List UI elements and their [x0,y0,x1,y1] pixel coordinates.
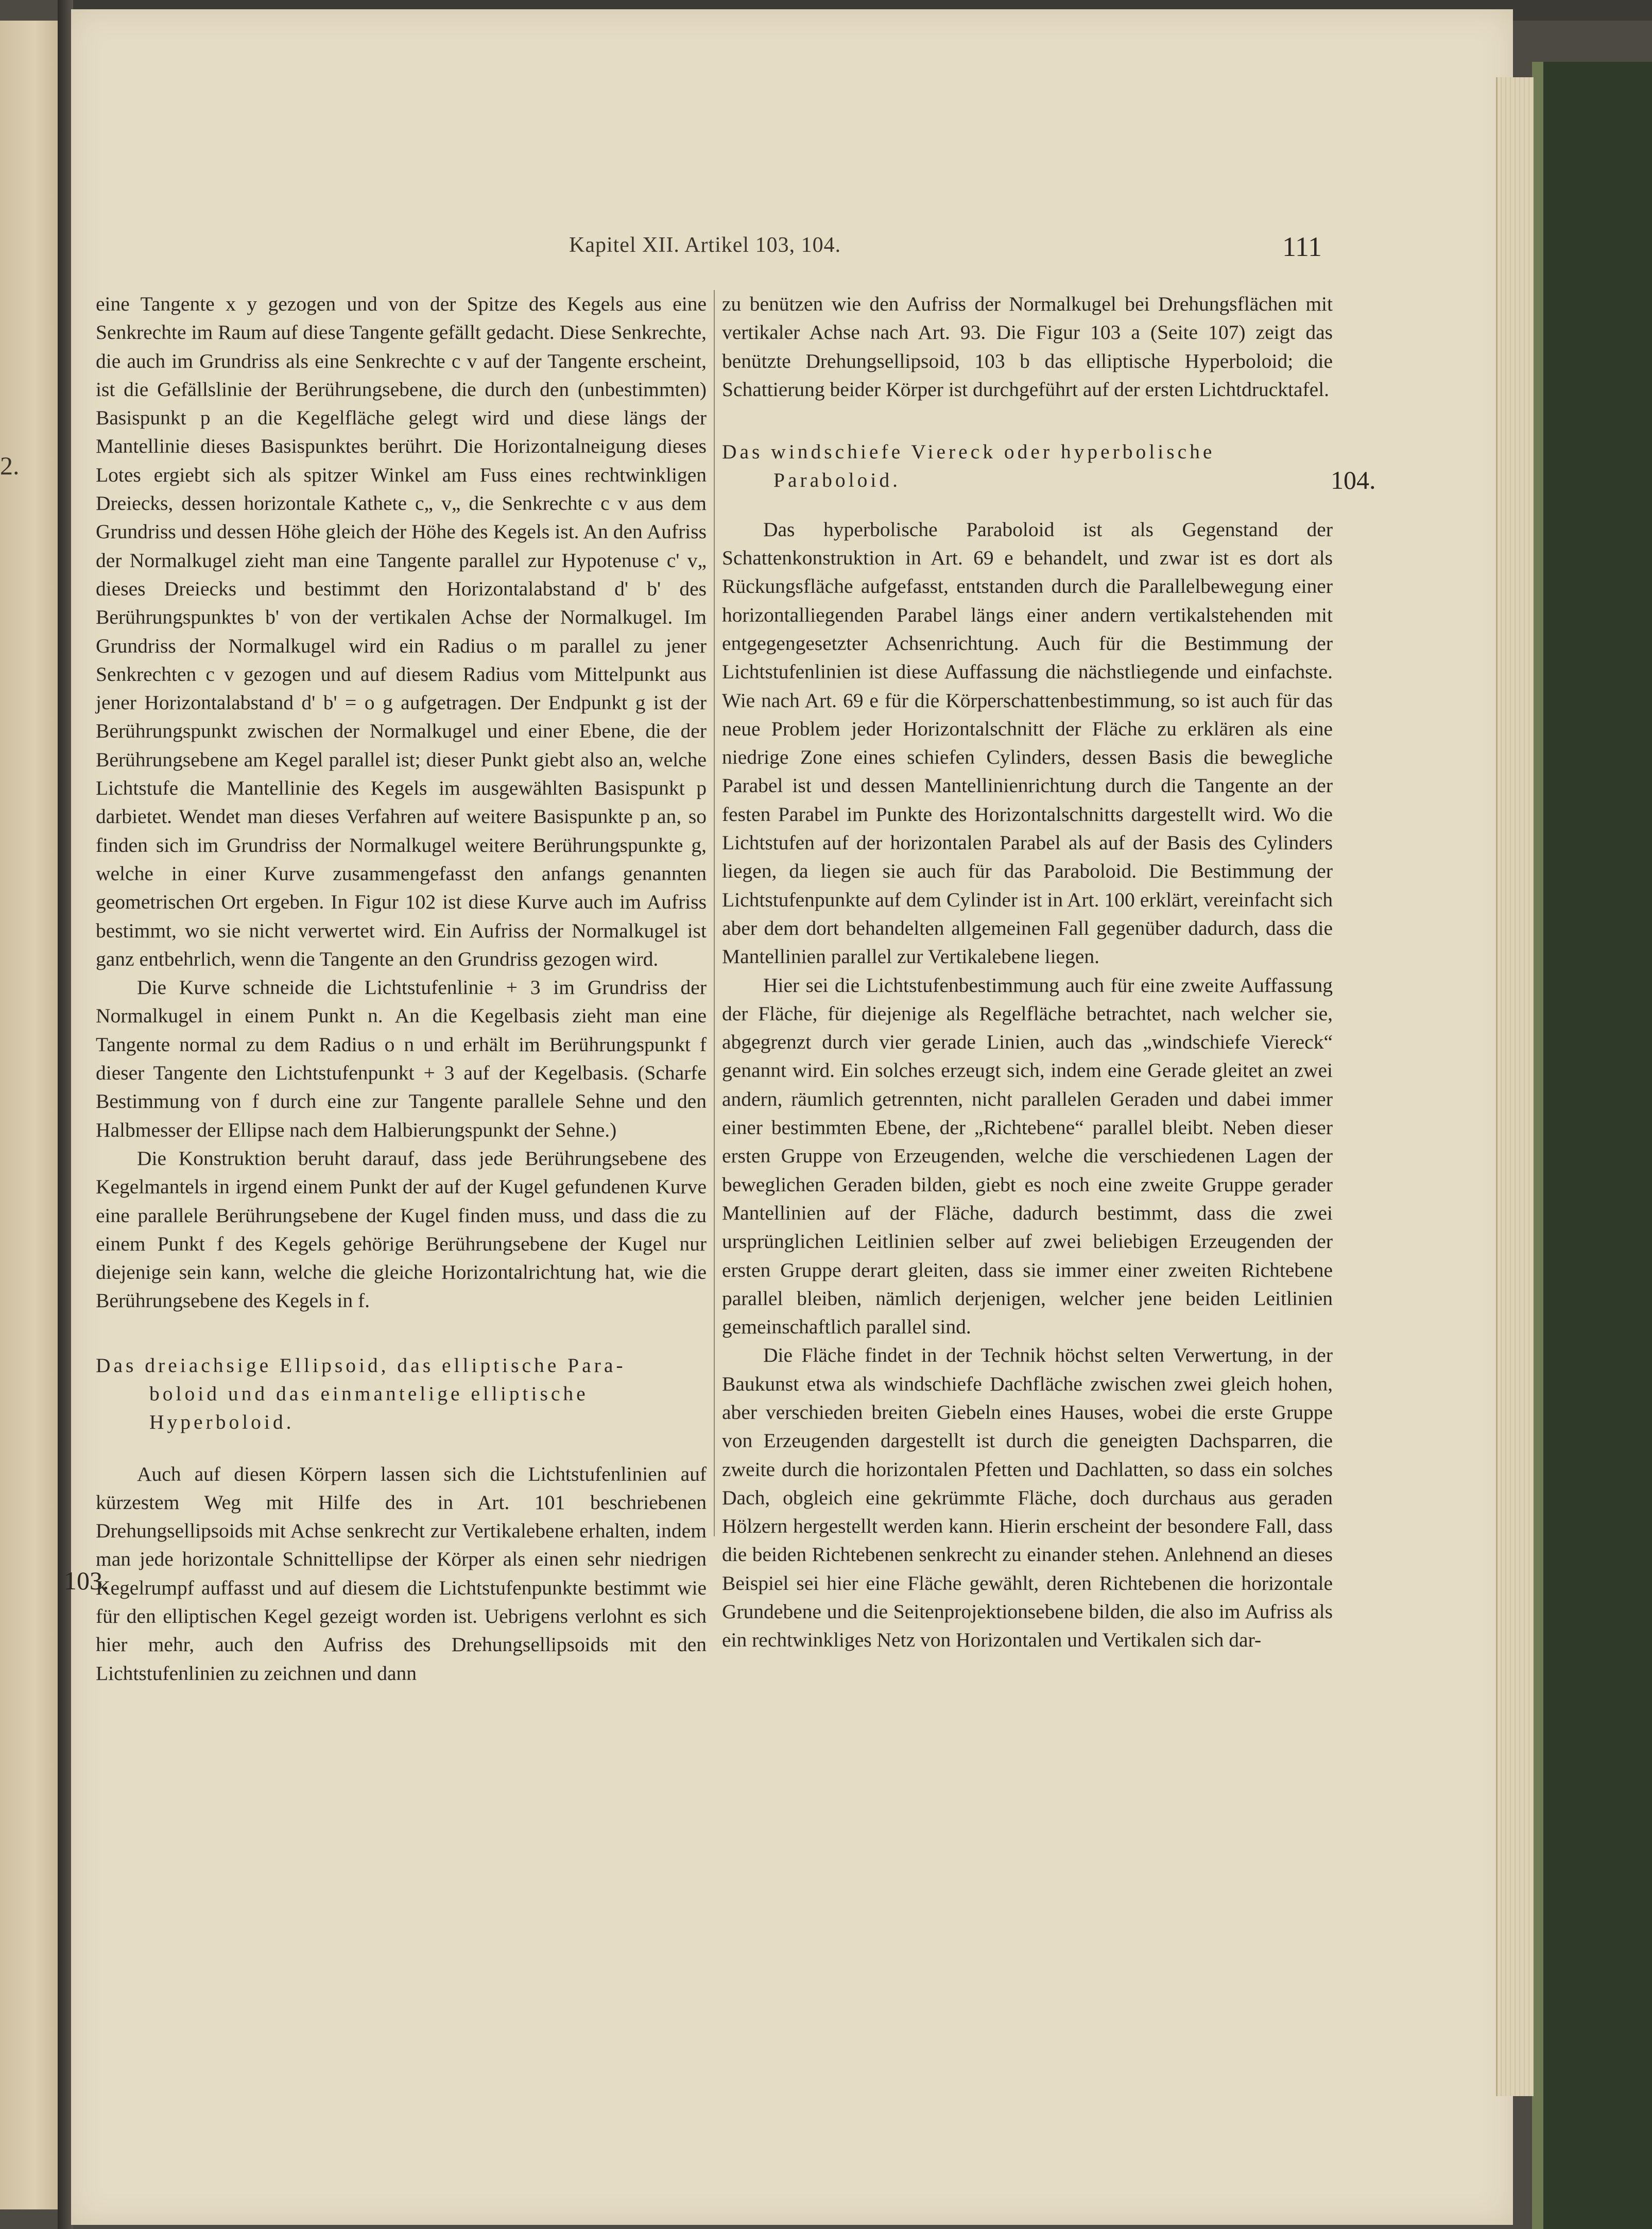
paragraph: zu benützen wie den Aufriss der Normalkugel bei Drehungsflächen mit vertikaler Achse nach Art. 93. Die Figur 103 a (Seite 107) zeigt das benützte Drehungsellipsoid, 103 b das elliptische Hyperboloid; die Schattierung beider Körper ist durchgeführt auf der ersten Lichtdrucktafel. [722,293,1333,401]
heading-line: Hyperboloid. [149,1411,295,1434]
paragraph: Hier sei die Lichtstufenbestimmung auch für eine zweite Auffassung der Fläche, für diejenige als Regelfläche betrachtet, nach welcher sie, abgegrenzt durch vier gerade Linien, auch das „windschiefe Viereck“ genannt wird. Ein solches erzeugt sich, indem eine Gerade gleitet an zwei andern, räumlich getrennten, nicht parallelen Geraden und dabei immer einer bestimmten Ebene, der „Richtebene“ parallel bleibt. Neben dieser ersten Gruppe von Erzeugenden, welche die verschiedenen Lagen der beweglichen Geraden bilden, giebt es noch eine zweite Gruppe gerader Mantellinien auf der Fläche, dadurch bestimmt, dass die zwei ursprünglichen Leitlinien selber auf zwei beliebigen Erzeugenden der ersten Gruppe derart gleiten, dass sie immer einer zweiten Richtebene parallel bleiben, nämlich derjenigen, welcher jene beiden Leitlinien gemeinschaftlich parallel sind. [722,973,1333,1339]
paragraph: Die Fläche findet in der Technik höchst selten Verwertung, in der Baukunst etwa als windschiefe Dachfläche zwischen zwei gleich hohen, aber verschieden breiten Giebeln eines Hauses, wobei die erste Gruppe von Erzeugenden dargestellt ist durch die geneigten Dachsparren, die zweite durch die horizontalen Pfetten und Dachlatten, so dass ein solches Dach, obgleich eine gekrümmte Fläche, doch durchaus aus geraden Hölzern hergestellt werden kann. Hierin erscheint der besondere Fall, dass die beiden Richtebenen senkrecht zu einander stehen. Anlehnend an dieses Beispiel sei hier eine Fläche gewählt, deren Richtebenen die horizontale Grundebene und die Seitenprojektionsebene bilden, die also im Aufriss als ein rechtwinkliges Netz von Horizontalen und Vertikalen sich dar- [722,1344,1333,1652]
column-divider [714,290,715,1536]
article-number-104: 104. [1331,466,1376,494]
paragraph: Die Kurve schneide die Lichtstufenlinie + 3 im Grundriss der Normalkugel in einem Punkt n. An die Kegelbasis zieht man eine Tangente normal zu dem Radius o n und erhält im Berührungspunkt f dieser Tangente den Lichtstufenpunkt + 3 auf der Kegelbasis. (Scharfe Bestimmung von f durch eine zur Tangente parallele Sehne und den Halbmesser der Ellipse nach dem Halbierungspunkt der Sehne.) [96,976,707,1141]
page-stack-edges [1496,77,1534,2096]
paragraph: eine Tangente x y gezogen und von der Spitze des Kegels aus eine Senkrechte im Raum auf diese Tangente gefällt gedacht. Diese Senkrechte, die auch im Grundriss als eine Senkrechte c v auf der Tangente erscheint, ist die Gefällslinie der Berührungsebene, die durch den (unbestimmten) Basispunkt p an die Kegelfläche gelegt wird und diese längs der Mantellinie dieses Basispunktes berührt. Die Horizontalneigung dieses Lotes ergiebt sich als spitzer Winkel am Fuss eines rechtwinkligen Dreiecks, dessen horizontale Kathete c„ v„ die Senkrechte c v aus dem Grundriss und dessen Höhe gleich der Höhe des Kegels ist. An den Aufriss der Normalkugel zieht man eine Tangente parallel zur Hypotenuse c' v„ dieses Dreiecks und bestimmt den Horizontalabstand d' b' des Berührungspunktes b' von der vertikalen Achse der Normalkugel. Im Grundriss der Normalkugel wird ein Radius o m parallel zu jener Senkrechten c v gezogen und auf diesem Radius vom Mittelpunkt aus jener Horizontalabstand d' b' = o g aufgetragen. Der Endpunkt g ist der Berührungspunkt zwischen der Normalkugel und einer Ebene, die der Berührungsebene am Kegel parallel ist; dieser Punkt giebt also an, welche Lichtstufe die Mantellinie des Kegels im ausgewählten Basispunkt p darbietet. Wendet man dieses Verfahren auf weitere Basispunkte p an, so finden sich im Grundriss der Normalkugel weitere Berührungspunkte g, welche in einer Kurve zusammengefasst den anfangs genannten geometrischen Ort ergeben. In Figur 102 ist diese Kurve auch im Aufriss bestimmt, wo sie nicht verwertet wird. Ein Aufriss der Normalkugel ist ganz entbehrlich, wenn die Tangente an den Grundriss gezogen wird. [96,293,707,970]
section-heading-103 [96,1351,707,1437]
previous-page-margin-number: 2. [0,451,20,480]
heading-line: Das dreiachsige Ellipsoid, das elliptische Para- [96,1353,626,1377]
paragraph: Auch auf diesen Körpern lassen sich die Lichtstufenlinien auf kürzestem Weg mit Hilfe des in Art. 101 beschriebenen Drehungsellipsoids mit Achse senkrecht zur Vertikalebene erhalten, indem man jede horizontale Schnittellipse der Körper als einen sehr niedrigen Kegelrumpf auffasst und auf diesem die Lichtstufenpunkte bestimmt wie für den elliptischen Kegel gezeigt worden ist. Uebrigens verlohnt es sich hier mehr, auch den Aufriss des Drehungsellipsoids mit den Lichtstufenlinien zu zeichnen und dann [96,1462,707,1685]
article-number-103: 103. [64,1566,109,1595]
heading-line: boloid und das einmantelige elliptische [149,1382,589,1405]
previous-page-edge [0,21,58,2209]
left-column [96,290,707,1688]
book-cover [1532,62,1652,2229]
paragraph: Das hyperbolische Paraboloid ist als Gegenstand der Schattenkonstruktion in Art. 69 e behandelt, und zwar ist es dort als Rückungsfläche aufgefasst, entstanden durch die Parallelbewegung einer horizontalliegenden Parabel längs einer andern vertikalstehenden mit entgegengesetzter Achsenrichtung. Auch für die Bestimmung der Lichtstufenlinien ist diese Auffassung die nächstliegende und einfachste. Wie nach Art. 69 e für die Körperschattenbestimmung, so ist auch für das neue Problem jeder Horizontalschnitt der Fläche zu erklären als eine niedrige Zone eines schiefen Cylinders, dessen Basis die bewegliche Parabel ist und dessen Mantellinienrichtung durch die Tangente an der festen Parabel im Punkte des Horizontalschnitts dargestellt wird. Wo die Lichtstufen auf der horizontalen Parabel als auf der Basis des Cylinders liegen, da liegen sie auch für das Paraboloid. Die Bestimmung der Lichtstufenpunkte auf dem Cylinder ist in Art. 100 erklärt, vereinfacht sich aber dem dort behandelten allgemeinen Fall gegenüber dadurch, dass die Mantellinien parallel zur Vertikalebene liegen. [722,518,1333,968]
heading-line: Paraboloid. [773,469,901,492]
heading-line: Das windschiefe Viereck oder hyperbolische [722,440,1215,464]
section-heading-104 [722,438,1333,495]
book-cover-edge [1532,62,1543,2229]
paragraph: Die Konstruktion beruht darauf, dass jede Berührungsebene des Kegelmantels in irgend einem Punkt der auf der Kugel gefundenen Kurve eine parallele Berührungsebene der Kugel finden muss, und dass die zu einem Punkt f des Kegels gehörige Berührungsebene der Kugel nur diejenige sein kann, welche die gleiche Horizontalrichtung hat, wie die Berührungsebene des Kegels in f. [96,1146,707,1312]
running-head: Kapitel XII. Artikel 103, 104. [569,233,841,257]
page-number: 111 [1282,231,1322,262]
right-column [722,290,1333,1655]
